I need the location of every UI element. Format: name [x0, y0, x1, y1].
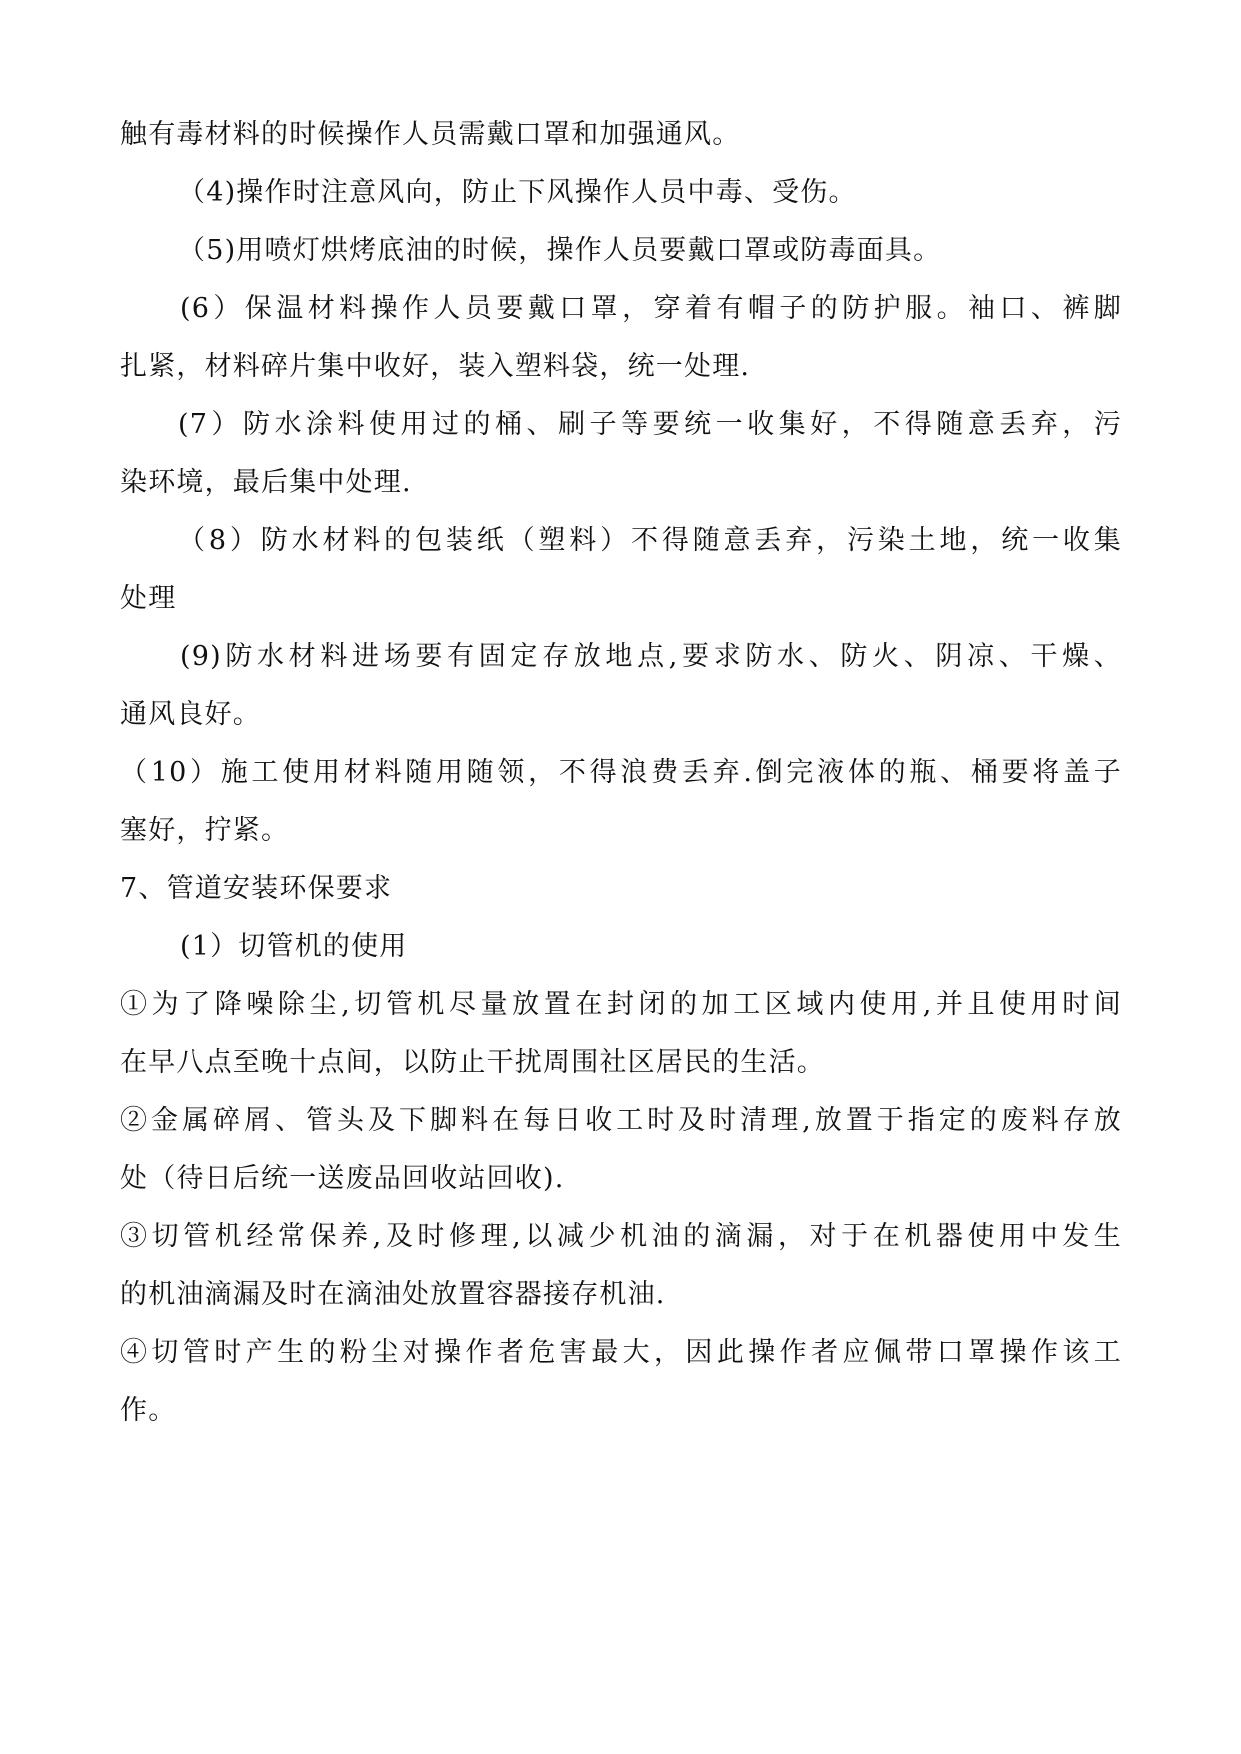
text-line: (9)防水材料进场要有固定存放地点,要求防水、防火、阴凉、干燥、 [180, 641, 1122, 672]
text-line: （8）防水材料的包装纸（塑料）不得随意丢弃，污染土地，统一收集 [178, 525, 1122, 556]
text-line: ③切管机经常保养,及时修理,以减少机油的滴漏，对于在机器使用中发生 [120, 1221, 1122, 1252]
text-line: ④切管时产生的粉尘对操作者危害最大，因此操作者应佩带口罩操作该工 [120, 1337, 1122, 1368]
text-line: （10）施工使用材料随用随领，不得浪费丢弃.倒完液体的瓶、桶要将盖子 [120, 757, 1122, 788]
text-line: (6）保温材料操作人员要戴口罩，穿着有帽子的防护服。袖口、裤脚 [180, 293, 1122, 324]
text-line: 染环境，最后集中处理. [120, 467, 412, 498]
text-line: 塞好，拧紧。 [120, 815, 290, 846]
text-line: 处理 [120, 583, 177, 614]
text-line: 触有毒材料的时候操作人员需戴口罩和加强通风。 [120, 119, 741, 150]
text-line: （5)用喷灯烘烤底油的时候，操作人员要戴口罩或防毒面具。 [178, 235, 942, 266]
text-line: 处（待日后统一送废品回收站回收). [120, 1163, 565, 1194]
text-line: 扎紧，材料碎片集中收好，装入塑料袋，统一处理. [120, 351, 751, 382]
subsection-heading: (1）切管机的使用 [180, 931, 408, 962]
section-heading: 7、管道安装环保要求 [120, 873, 393, 904]
text-line: (7）防水涂料使用过的桶、刷子等要统一收集好，不得随意丢弃，污 [178, 409, 1122, 440]
text-line: ①为了降噪除尘,切管机尽量放置在封闭的加工区域内使用,并且使用时间 [120, 989, 1122, 1020]
text-line: 作。 [120, 1395, 177, 1426]
text-line: 通风良好。 [120, 699, 261, 730]
text-line: 在早八点至晚十点间，以防止干扰周围社区居民的生活。 [120, 1047, 825, 1078]
text-line: ②金属碎屑、管头及下脚料在每日收工时及时清理,放置于指定的废料存放 [120, 1105, 1122, 1136]
text-line: 的机油滴漏及时在滴油处放置容器接存机油. [120, 1279, 666, 1310]
text-line: （4)操作时注意风向，防止下风操作人员中毒、受伤。 [178, 177, 857, 208]
